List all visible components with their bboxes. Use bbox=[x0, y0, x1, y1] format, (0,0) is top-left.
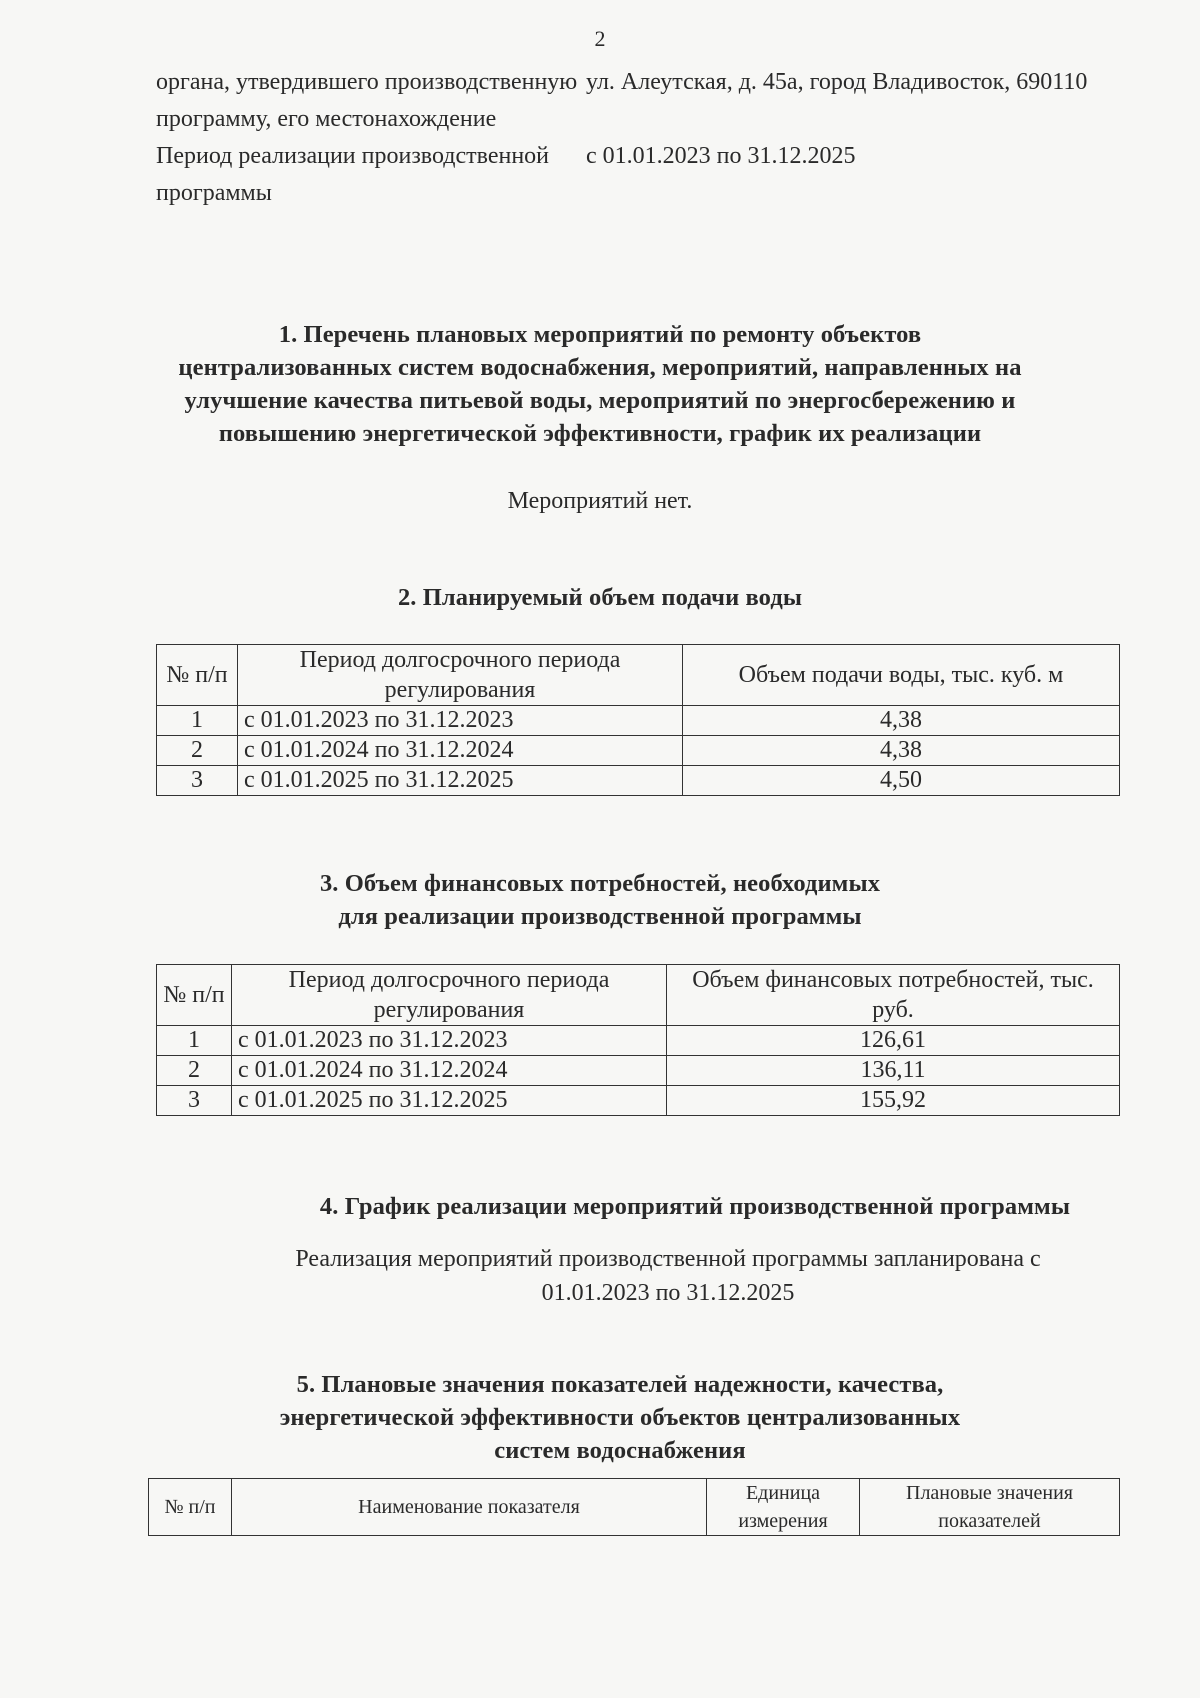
section1-title-line: повышению энергетической эффективности, график их реализации bbox=[218, 420, 982, 447]
section4-text bbox=[68, 1242, 1200, 1310]
info-label: Период реализации производственной программы bbox=[156, 143, 550, 206]
table-row bbox=[157, 1026, 1120, 1056]
table-row bbox=[157, 706, 1120, 736]
cell-value: 126,61 bbox=[667, 1026, 1120, 1056]
col-header-number: № п/п bbox=[149, 1479, 232, 1536]
section4-title: 4. График реализации мероприятий производственной программы bbox=[319, 1193, 1071, 1220]
info-value: с 01.01.2023 по 31.12.2025 bbox=[586, 143, 856, 169]
cell-value: 4,38 bbox=[683, 706, 1120, 736]
cell-number: 3 bbox=[157, 1086, 232, 1116]
table-row bbox=[157, 736, 1120, 766]
section1-title-line: улучшение качества питьевой воды, мероприятий по энергосбережению и bbox=[184, 387, 1016, 414]
cell-number: 3 bbox=[157, 766, 238, 796]
section5-title bbox=[20, 1368, 1200, 1467]
section1-title-line: 1. Перечень плановых мероприятий по ремонту объектов bbox=[278, 321, 922, 348]
col-header-number: № п/п bbox=[157, 645, 238, 706]
section5-title-line: энергетической эффективности объектов централизованных bbox=[279, 1404, 961, 1431]
cell-number: 2 bbox=[157, 1056, 232, 1086]
col-header-unit: Единица измерения bbox=[707, 1479, 860, 1536]
section1-title-line: централизованных систем водоснабжения, мероприятий, направленных на bbox=[178, 354, 1022, 381]
cell-number: 1 bbox=[157, 706, 238, 736]
table-header-row bbox=[157, 965, 1120, 1026]
col-header-planned: Плановые значения показателей bbox=[860, 1479, 1120, 1536]
info-row-authority bbox=[156, 64, 1116, 138]
indicators-table bbox=[148, 1478, 1120, 1536]
table-row bbox=[157, 1086, 1120, 1116]
section1-title bbox=[0, 318, 1200, 450]
cell-period: с 01.01.2023 по 31.12.2023 bbox=[238, 706, 683, 736]
cell-period: с 01.01.2025 по 31.12.2025 bbox=[232, 1086, 667, 1116]
col-header-period: Период долгосрочного периода регулирования bbox=[232, 965, 667, 1026]
section3-title-line: для реализации производственной программы bbox=[338, 903, 862, 930]
page-number: 2 bbox=[594, 26, 606, 51]
water-volume-table bbox=[156, 644, 1120, 796]
section1-text: Мероприятий нет. bbox=[507, 488, 693, 514]
table-header-row bbox=[157, 645, 1120, 706]
program-info bbox=[156, 64, 1116, 212]
table-header-row bbox=[149, 1479, 1120, 1536]
info-row-period bbox=[156, 138, 1116, 212]
cell-period: с 01.01.2023 по 31.12.2023 bbox=[232, 1026, 667, 1056]
section5-title-line: систем водоснабжения bbox=[494, 1437, 746, 1464]
cell-value: 4,50 bbox=[683, 766, 1120, 796]
section4-text-line: 01.01.2023 по 31.12.2025 bbox=[541, 1280, 795, 1306]
col-header-number: № п/п bbox=[157, 965, 232, 1026]
section3-title bbox=[0, 867, 1200, 933]
table-row bbox=[157, 1056, 1120, 1086]
cell-value: 136,11 bbox=[667, 1056, 1120, 1086]
section4-text-line: Реализация мероприятий производственной программы запланирована с bbox=[295, 1246, 1041, 1272]
section3-title-line: 3. Объем финансовых потребностей, необходимых bbox=[319, 870, 881, 897]
col-header-volume: Объем подачи воды, тыс. куб. м bbox=[683, 645, 1120, 706]
table-row bbox=[157, 766, 1120, 796]
cell-value: 4,38 bbox=[683, 736, 1120, 766]
cell-period: с 01.01.2024 по 31.12.2024 bbox=[238, 736, 683, 766]
section5-title-line: 5. Плановые значения показателей надежности, качества, bbox=[296, 1371, 944, 1398]
cell-period: с 01.01.2024 по 31.12.2024 bbox=[232, 1056, 667, 1086]
cell-number: 2 bbox=[157, 736, 238, 766]
cell-number: 1 bbox=[157, 1026, 232, 1056]
col-header-amount: Объем финансовых потребностей, тыс. руб. bbox=[667, 965, 1120, 1026]
info-label: органа, утвердившего производственную программу, его местонахождение bbox=[156, 69, 578, 132]
cell-value: 155,92 bbox=[667, 1086, 1120, 1116]
section2-title: 2. Планируемый объем подачи воды bbox=[397, 584, 803, 611]
col-header-period: Период долгосрочного периода регулирования bbox=[238, 645, 683, 706]
cell-period: с 01.01.2025 по 31.12.2025 bbox=[238, 766, 683, 796]
info-value: ул. Алеутская, д. 45а, город Владивосток, 690110 bbox=[586, 69, 1088, 95]
col-header-indicator: Наименование показателя bbox=[232, 1479, 707, 1536]
financial-needs-table bbox=[156, 964, 1120, 1116]
